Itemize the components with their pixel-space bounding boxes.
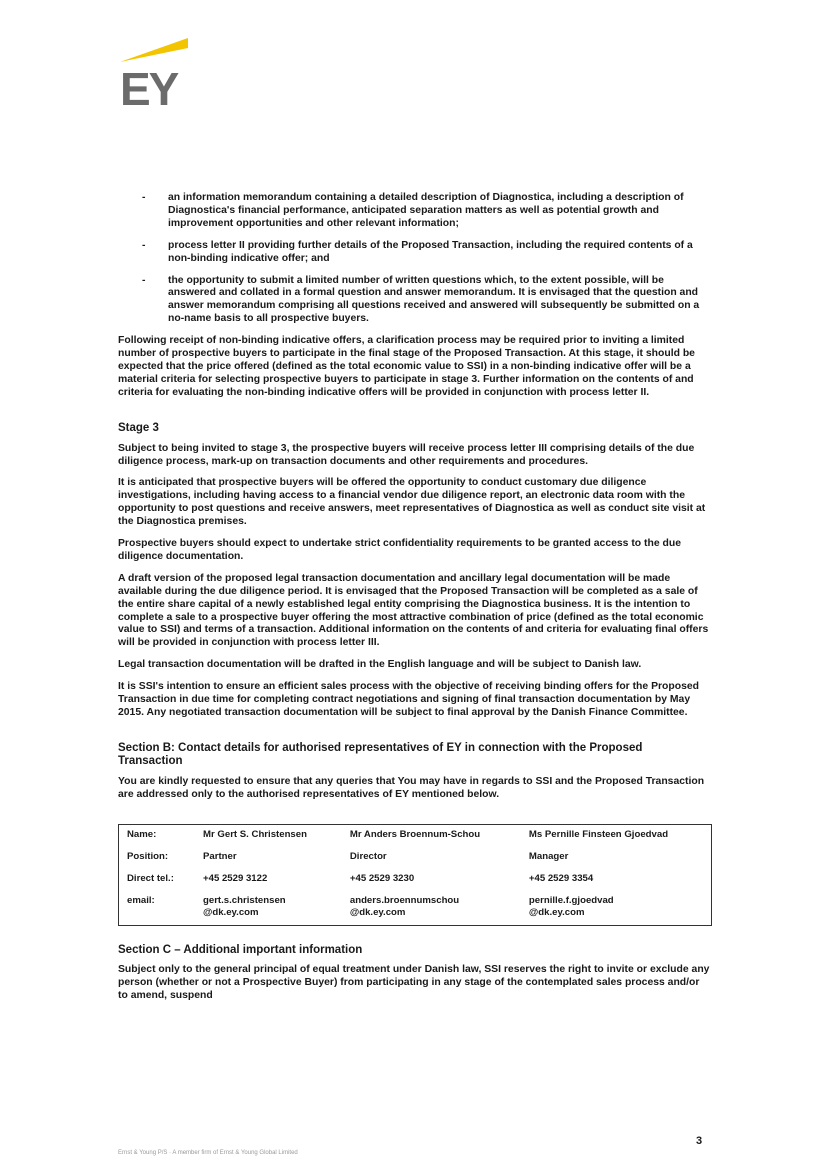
contact-email: anders.broennumschou @dk.ey.com: [349, 894, 460, 918]
contact-email: pernille.f.gjoedvad @dk.ey.com: [528, 894, 614, 918]
contact-tel: +45 2529 3354: [528, 872, 594, 884]
list-item: - process letter II providing further details of the Proposed Transaction, including the required contents of a non-binding indicative offer; and: [142, 239, 693, 264]
logo-text: EY: [120, 63, 178, 115]
document-body: [118, 192, 710, 1012]
section-c-text: Subject only to the general principal of equal treatment under Danish law, SSI reserves the right to invite or exclude any person (whether or not a Prospective Buyer) from participating in any stage of the contemplated sales process and/or to amend, suspend: [118, 964, 710, 1002]
bullet-dash: -: [142, 274, 146, 286]
contact-position: Manager: [528, 850, 569, 862]
footer-text: Ernst & Young P/S · A member firm of Ernst & Young Global Limited: [118, 1150, 298, 1156]
contact-tel: +45 2529 3230: [349, 872, 415, 884]
bullet-dash: -: [142, 192, 146, 203]
table-row: [119, 869, 712, 891]
bullet-dash: -: [142, 239, 146, 251]
paragraph: It is anticipated that prospective buyers will be offered the opportunity to conduct customary due diligence investigations, including having access to a financial vendor due diligence report, an electronic data room with the opportunity to post questions and receive answers, meet representatives of Diagnostica as well as conduct site visit at the Diagnostica premises.: [118, 477, 706, 528]
paragraph: It is SSI's intention to ensure an efficient sales process with the objective of receiving binding offers for the Proposed Transaction in due time for completing contract negotiations and signing of final transaction documentation by May 2015. Any negotiated transaction documentation will be subject to final approval by the Danish Finance Committee.: [118, 681, 699, 718]
label-name: Name:: [127, 828, 157, 840]
contact-position: Partner: [203, 850, 237, 862]
logo-beam: [120, 38, 188, 62]
table-row: [119, 824, 712, 847]
page-number: 3: [696, 1135, 703, 1147]
paragraph: Prospective buyers should expect to undertake strict confidentiality requirements to be granted access to the due diligence documentation.: [118, 538, 681, 562]
section-b-heading: Section B: Contact details for authorised representatives of EY in connection with the Proposed Transaction: [118, 741, 643, 767]
contact-tel: +45 2529 3122: [203, 872, 268, 884]
contact-name: Ms Pernille Finsteen Gjoedvad: [528, 828, 669, 840]
list-item: - the opportunity to submit a limited number of written questions which, to the extent possible, will be answered and collated in a formal question and answer memorandum. It is envisaged that the question and answer memorandum comprising all questions received and answered will subsequently be submitted on a no-name basis to all prospective buyers.: [142, 274, 700, 325]
stage3-heading: Stage 3: [118, 421, 159, 434]
table-row: [119, 847, 712, 869]
contacts-table: [118, 824, 712, 926]
paragraph: Subject to being invited to stage 3, the prospective buyers will receive process letter III comprising details of the due diligence process, mark-up on transaction documents and other requirements and procedures.: [118, 442, 695, 467]
bullet-list: [118, 192, 710, 326]
section-c-heading: Section C – Additional important information: [118, 943, 363, 956]
label-position: Position:: [127, 850, 169, 862]
paragraph: A draft version of the proposed legal transaction documentation and ancillary legal documentation will be made available during the due diligence period. It is envisaged that the Proposed Transaction will be completed as a sale of the entire share capital of a newly established legal entity comprising the Diagnostica business. It is the intention to complete a sale to a prospective buyer offering the most attractive combination of price (defined as the total economic value to SSI) and terms of a transaction. Additional information on the contents of and criteria for evaluating final offers will be provided in conjunction with process letter III.: [118, 572, 709, 649]
paragraph: Legal transaction documentation will be drafted in the English language and will be subject to Danish law.: [118, 659, 642, 671]
label-tel: Direct tel.:: [127, 872, 174, 884]
table-row: [119, 891, 712, 926]
section-b-intro: You are kindly requested to ensure that any queries that You may have in regards to SSI and the Proposed Transaction are addressed only to the authorised representatives of EY mentioned below.: [118, 775, 705, 800]
list-item: - an information memorandum containing a detailed description of Diagnostica, including a description of Diagnostica's financial performance, anticipated separation matters as well as potential growth and improvement opportunities and other relevant information;: [142, 192, 684, 229]
contact-email: gert.s.christensen @dk.ey.com: [203, 894, 286, 918]
contact-name: Mr Anders Broennum-Schou: [349, 828, 481, 840]
label-email: email:: [127, 894, 155, 906]
contact-position: Director: [349, 850, 387, 862]
paragraph: Following receipt of non-binding indicative offers, a clarification process may be required prior to inviting a limited number of prospective buyers to participate in the final stage of the Proposed Transaction. At this stage, it should be expected that the price offered (defined as the total economic value to SSI) in a non-binding indicative offer will be a material criteria for selecting prospective buyers to participate in stage 3. Further information on the contents of and criteria for evaluating the non-binding indicative offers will be provided in conjunction with process letter II.: [118, 335, 695, 398]
contact-name: Mr Gert S. Christensen: [203, 828, 307, 840]
